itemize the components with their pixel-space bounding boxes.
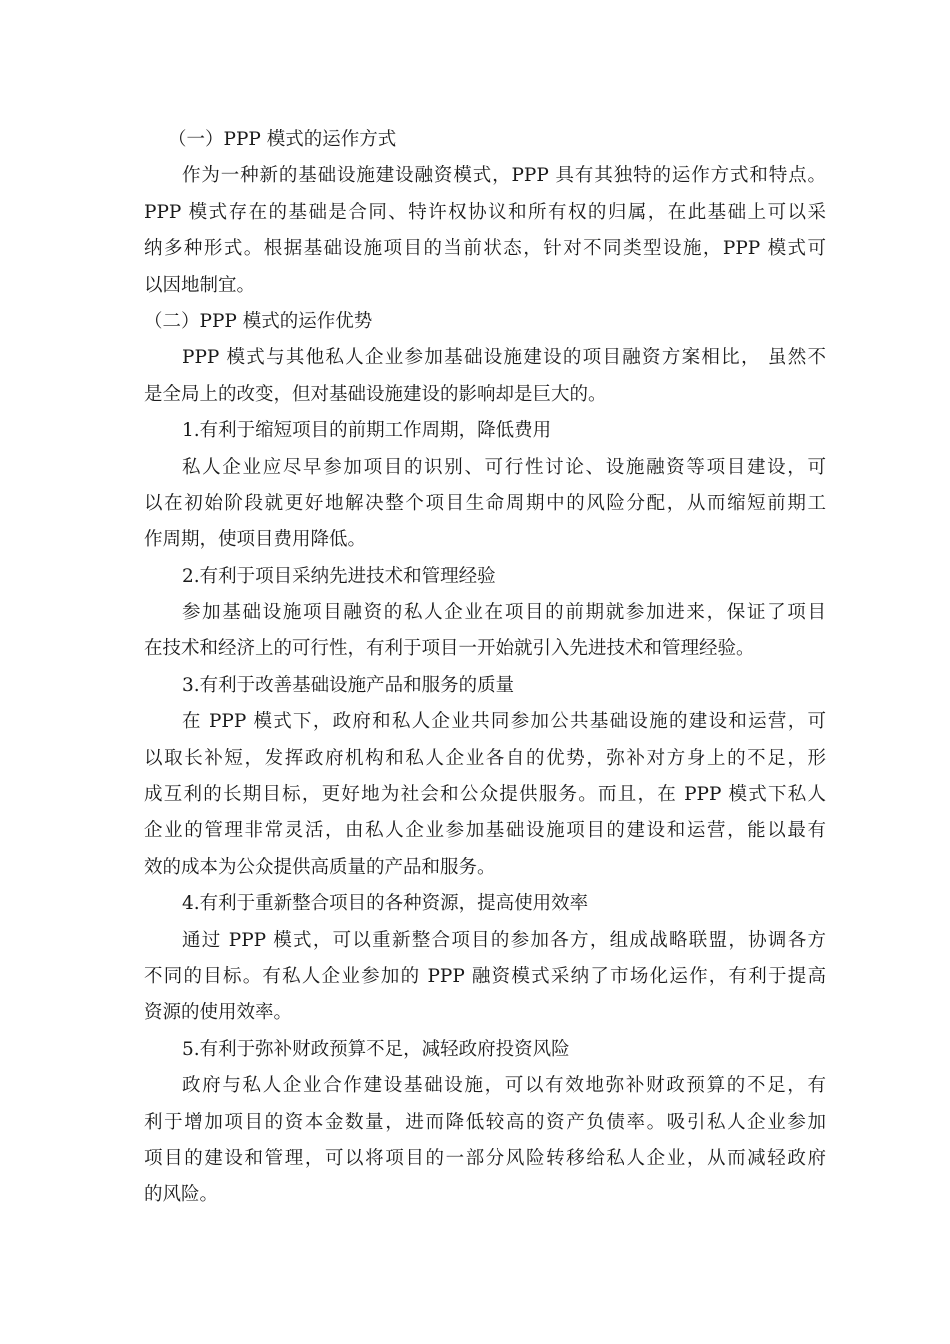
paragraph-line: 在 PPP 模式下，政府和私人企业共同参加公共基础设施的建设和运营，可: [182, 711, 826, 733]
paragraph-line: 参加基础设施项目融资的私人企业在项目的前期就参加进来，保证了项目: [182, 602, 826, 624]
item-title: 2.有利于项目采纳先进技术和管理经验: [182, 565, 496, 587]
item-title: 5.有利于弥补财政预算不足，减轻政府投资风险: [182, 1038, 570, 1060]
section-heading: （一）PPP 模式的运作方式: [168, 129, 397, 150]
paragraph-line: 以因地制宜。: [144, 274, 256, 296]
section-heading: （二）PPP 模式的运作优势: [144, 310, 373, 332]
paragraph-line: 以取长补短，发挥政府机构和私人企业各自的优势，弥补对方身上的不足，形: [144, 747, 826, 769]
paragraph-line: 在技术和经济上的可行性，有利于项目一开始就引入先进技术和管理经验。: [144, 638, 755, 660]
document-page: [144, 122, 826, 1214]
paragraph-line: 企业的管理非常灵活，由私人企业参加基础设施项目的建设和运营，能以最有: [144, 820, 826, 842]
item-title: 1.有利于缩短项目的前期工作周期，降低费用: [182, 420, 552, 442]
paragraph-line: PPP 模式与其他私人企业参加基础设施建设的项目融资方案相比， 虽然不: [182, 347, 826, 369]
paragraph-line: 私人企业应尽早参加项目的识别、可行性讨论、设施融资等项目建设，可: [182, 456, 826, 478]
paragraph-line: 是全局上的改变，但对基础设施建设的影响却是巨大的。: [144, 383, 607, 405]
paragraph-line: 项目的建设和管理，可以将项目的一部分风险转移给私人企业，从而减轻政府: [144, 1147, 826, 1169]
paragraph-line: 政府与私人企业合作建设基础设施，可以有效地弥补财政预算的不足，有: [182, 1075, 826, 1097]
item-title: 4.有利于重新整合项目的各种资源，提高使用效率: [182, 893, 589, 915]
paragraph-line: 作为一种新的基础设施建设融资模式，PPP 具有其独特的运作方式和特点。: [182, 165, 826, 187]
paragraph-line: 成互利的长期目标，更好地为社会和公众提供服务。而且，在 PPP 模式下私人: [144, 784, 826, 806]
paragraph-line: 利于增加项目的资本金数量，进而降低较高的资产负债率。吸引私人企业参加: [144, 1111, 826, 1133]
paragraph-line: 以在初始阶段就更好地解决整个项目生命周期中的风险分配，从而缩短前期工: [144, 492, 826, 514]
item-title: 3.有利于改善基础设施产品和服务的质量: [182, 674, 515, 696]
paragraph-line: 通过 PPP 模式，可以重新整合项目的参加各方，组成战略联盟，协调各方: [182, 929, 826, 951]
paragraph-line: 作周期，使项目费用降低。: [144, 529, 367, 551]
paragraph-line: 不同的目标。有私人企业参加的 PPP 融资模式采纳了市场化运作，有利于提高: [144, 965, 826, 987]
paragraph-line: 效的成本为公众提供高质量的产品和服务。: [144, 856, 496, 878]
paragraph-line: PPP 模式存在的基础是合同、特许权协议和所有权的归属，在此基础上可以采: [144, 201, 826, 223]
paragraph-line: 资源的使用效率。: [144, 1002, 293, 1024]
paragraph-line: 纳多种形式。根据基础设施项目的当前状态，针对不同类型设施，PPP 模式可: [144, 238, 826, 260]
paragraph-line: 的风险。: [144, 1184, 219, 1206]
